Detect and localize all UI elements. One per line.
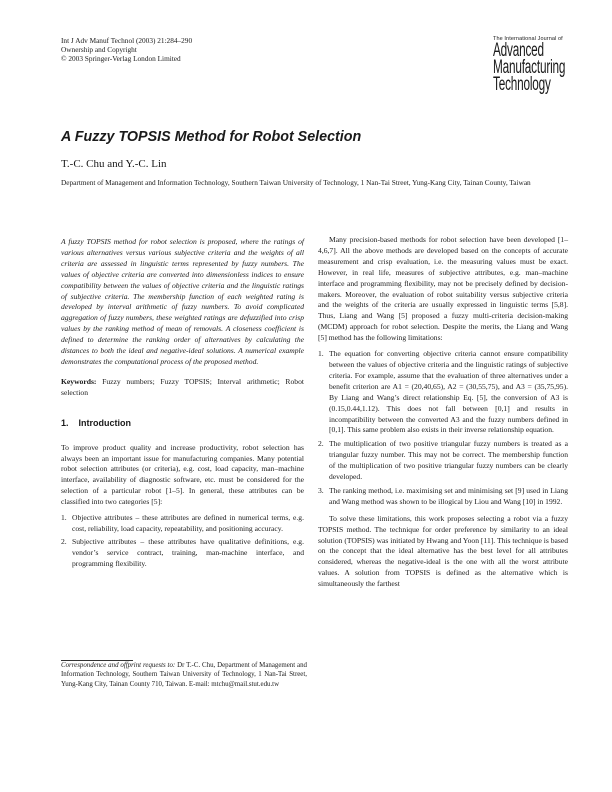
- footnote-text: Dr T.-C. Chu, Department of Management and Information Technology, Southern Taiwan University of Technology, 1 Nan-Tai Street, Yung-Kang City, Tainan County 710, Taiwan. E-mail: mtchu@mail.stut.edu.tw: [61, 662, 307, 688]
- intro-paragraph: To improve product quality and increase productivity, robot selection has always been an important issue for manufacturing companies. Many potential robot selection attributes (or criteria), e.g. cost, load capacity, man–machine interface, availability of diagnostic software, etc. must be considered for the selection of a particular robot [1–5]. In general, these attributes can be classified into two categories [5]:: [61, 442, 304, 507]
- list-text: The equation for converting objective criteria cannot ensure compatibility between the values of objective criteria and the linguistic ratings of subjective criteria. For example, assume that the evaluation of three alternatives under a benefit criterion are A1 = (20,40,65), A2 = (30,55,75), and A3 = (35,75,95). By Liang and Wang’s direct relationship Eq. [5], the conversion of A3 is (0.15,0.44,1.12). This does not fall between [0,1] and results in incompatibility between the converted A3 and the fuzzy numbers defined in [0,1]. This same problem also exists in their inverse relationship equation.: [329, 349, 568, 435]
- ownership-line: Ownership and Copyright: [61, 45, 137, 54]
- list-number: 3.: [318, 485, 324, 495]
- list-text: The multiplication of two positive triangular fuzzy numbers is treated as a triangular fuzzy number. This may not be correct. The membership function of the multiplication of two positive triangular fuzzy numbers can be clearly developed.: [329, 439, 568, 482]
- journal-logo: [493, 36, 573, 93]
- list-item: [61, 537, 304, 570]
- paper-title: A Fuzzy TOPSIS Method for Robot Selection: [61, 129, 362, 145]
- section-heading-introduction: [61, 418, 304, 429]
- journal-logo-line-1: Advanced: [493, 40, 544, 61]
- list-item: [318, 349, 568, 436]
- limitations-list: [318, 349, 568, 508]
- list-text: The ranking method, i.e. maximising set and minimising set [9] used in Liang and Wang method was shown to be illogical by Liou and Wang [10] in 1992.: [329, 485, 568, 506]
- copyright-line: © 2003 Springer-Verlag London Limited: [61, 54, 181, 63]
- list-text: Objective attributes – these attributes are defined in numerical terms, e.g. cost, reliability, load capacity, repeatability, and positioning accuracy.: [72, 513, 304, 533]
- journal-logo-line-2: Manufacturing: [493, 57, 566, 78]
- right-paragraph-1: Many precision-based methods for robot selection have been developed [1–4,6,7]. All the above methods are developed based on the concepts of accurate measurement and crisp evaluation, i.e. the measuring values must be exact. However, in real life, measures of subjective attributes, e.g. man–machine interface and programming flexibility, may not be precisely defined by decision-makers. Moreover, the evaluation of robot suitability versus subjective criteria and the weights of the criteria are usually expressed in linguistic terms [5,8]. Thus, Liang and Wang [5] proposed a fuzzy multi-criteria decision-making (MCDM) approach for robot selection. Despite the merits, the Liang and Wang [5] method has the following limitations:: [318, 235, 568, 343]
- left-column: [61, 237, 304, 572]
- list-number: 1.: [318, 349, 324, 359]
- list-item: [318, 486, 568, 508]
- right-paragraph-2: To solve these limitations, this work proposes selecting a robot via a fuzzy TOPSIS method. The technique for order preference by similarity to an ideal solution (TOPSIS) was initiated by Hwang and Yoon [11]. This technique is based on the concept that the ideal alternative has the best level for all attributes considered, whereas the negative-ideal is the one with all the worst attribute values. A solution from TOPSIS is defined as the alternative which is simultaneously the farthest: [318, 513, 569, 589]
- section-title: Introduction: [78, 417, 132, 428]
- list-number: 1.: [61, 513, 67, 523]
- right-column: [318, 235, 568, 590]
- abstract: A fuzzy TOPSIS method for robot selection is proposed, where the ratings of various alternatives versus various subjective criteria and the weights of all criteria are assessed in linguistic terms represented by fuzzy numbers. The values of objective criteria are converted into dimensionless indices to ensure compatibility between the values of objective criteria and the linguistic ratings of subjective criteria. The membership function of each weighted rating is developed by interval arithmetic of fuzzy numbers. To avoid complicated aggregation of fuzzy numbers, these weighted ratings are defuzzified into crisp values by the ranking method of mean of removals. A closeness coefficient is defined to determine the ranking order of alternatives by calculating the distances to both the ideal and negative-ideal solutions. A numerical example demonstrates the computational process of the proposed method.: [61, 237, 304, 366]
- footnote: [61, 661, 307, 689]
- footnote-label: Correspondence and offprint requests to:: [61, 662, 176, 669]
- citation-block: [61, 36, 281, 63]
- list-item: [318, 439, 568, 483]
- list-item: [61, 513, 304, 535]
- section-number: 1.: [61, 417, 69, 428]
- citation-line: Int J Adv Manuf Technol (2003) 21:284–290: [61, 36, 193, 45]
- keywords-text: Fuzzy numbers; Fuzzy TOPSIS; Interval arithmetic; Robot selection: [61, 376, 304, 397]
- list-number: 2.: [318, 439, 324, 449]
- keywords: [61, 377, 304, 399]
- paper-authors: T.-C. Chu and Y.-C. Lin: [61, 158, 167, 170]
- journal-logo-subtitle: The International Journal of: [493, 36, 563, 42]
- paper-affiliation: Department of Management and Information Technology, Southern Taiwan University of Technology, 1 Nan-Tai Street, Yung-Kang City, Tainan County, Taiwan: [61, 178, 531, 187]
- attribute-list: [61, 513, 304, 570]
- keywords-label: Keywords:: [61, 376, 97, 386]
- list-number: 2.: [61, 536, 67, 546]
- list-text: Subjective attributes – these attributes have qualitative definitions, e.g. vendor’s service contract, training, man-machine interface, and programming flexibility.: [72, 536, 304, 568]
- journal-logo-line-3: Technology: [493, 74, 551, 95]
